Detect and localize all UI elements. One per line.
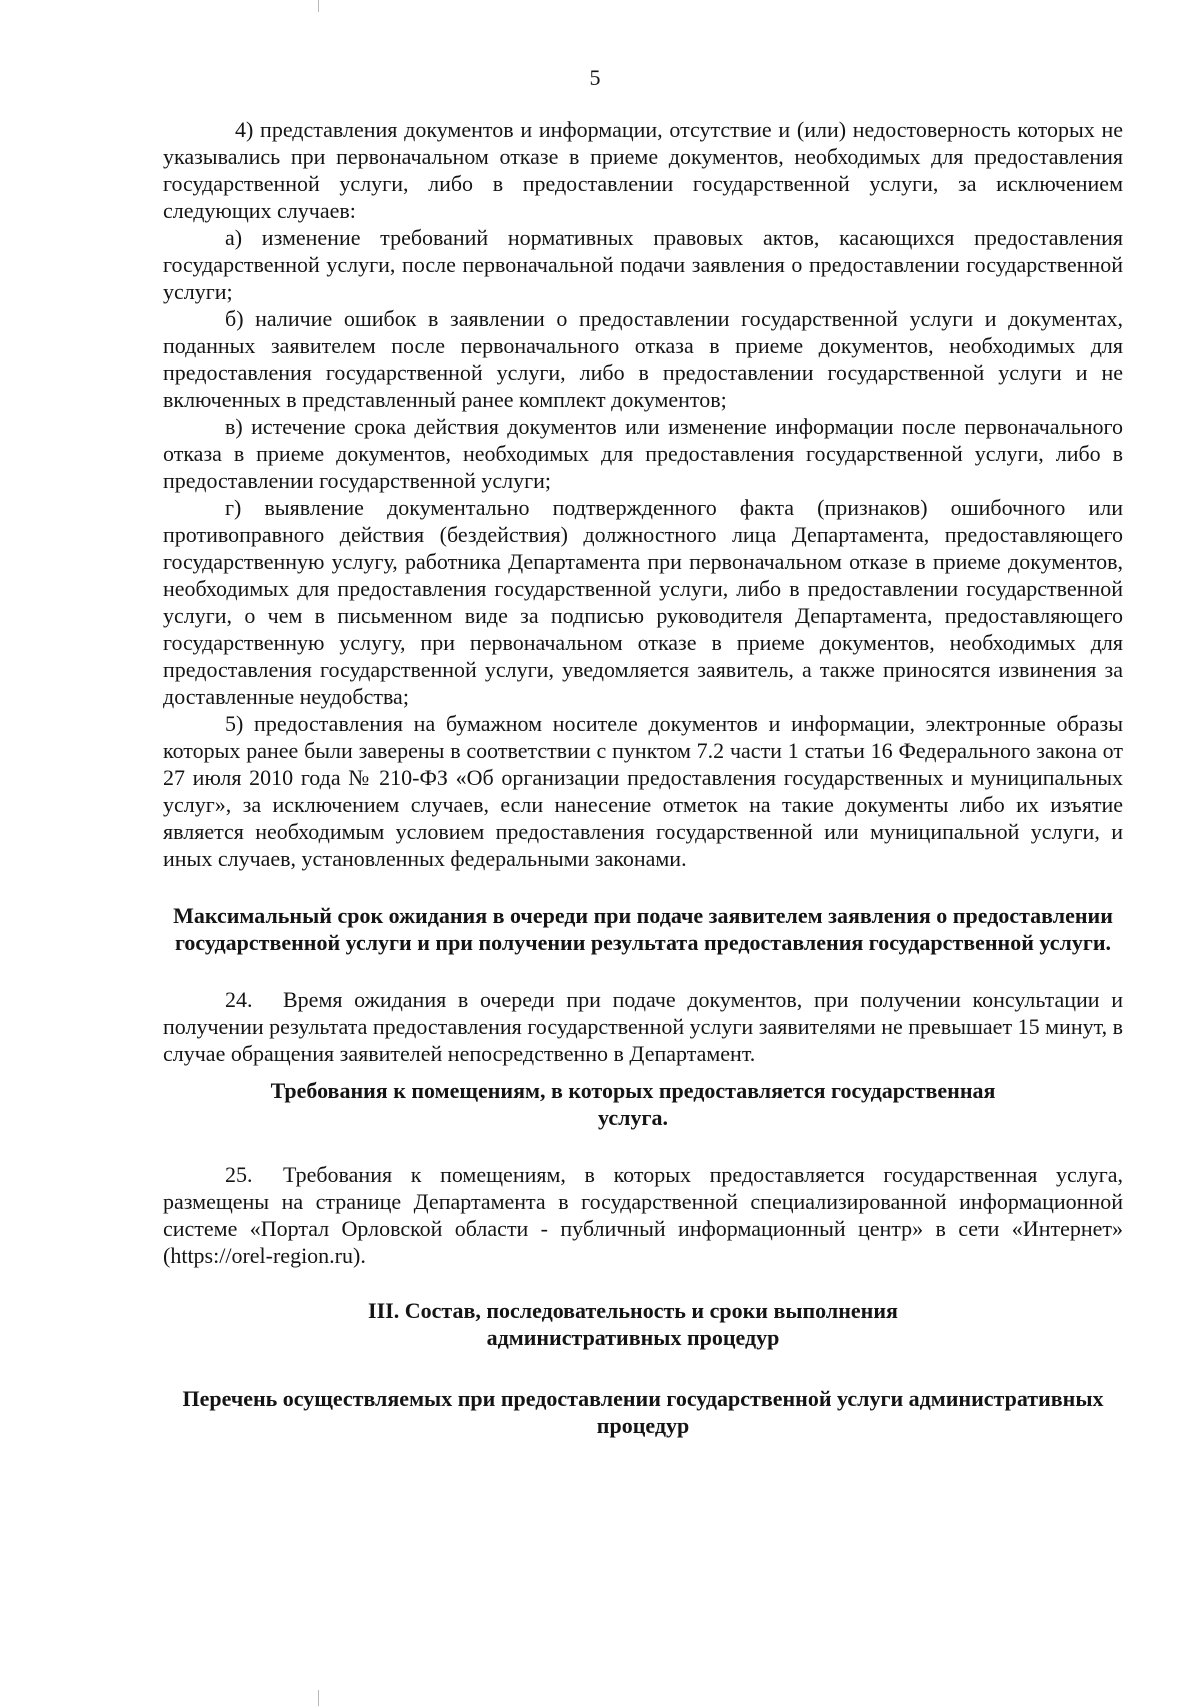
paragraph-subitem-g: г) выявление документально подтвержденного факта (признаков) ошибочного или противоправного действия (бездействия) должностного лица Департамента, предоставляющего государственную услугу, работника Департамента при первоначальном отказе в приеме документов, необходимых для предоставления государственной услуги, либо в предоставлении государственной услуги, о чем в письменном виде за подписью руководителя Департамента, предоставляющего государственную услугу, при первоначальном отказе в приеме документов, необходимых для предоставления государственной услуги, уведомляется заявитель, а также приносятся извинения за доставленные неудобства;	[163, 495, 1123, 709]
paragraph-25	[163, 1161, 1123, 1269]
paragraph-24-text: Время ожидания в очереди при подаче документов, при получении консультации и получении результата предоставления государственной услуги заявителями не превышает 15 минут, в случае обращения заявителей непосредственно в Департамент.	[163, 987, 1123, 1066]
heading-procedures-list: Перечень осуществляемых при предоставлении государственной услуги административных процедур	[182, 1386, 1104, 1438]
paragraph-item-4: 4) представления документов и информации, отсутствие и (или) недостоверность которых не указывались при первоначальном отказе в приеме документов, необходимых для предоставления государственной услуги, либо в предоставлении государственной услуги, за исключением следующих случаев:	[163, 117, 1123, 223]
paragraph-item-5: 5) предоставления на бумажном носителе документов и информации, электронные образы которых ранее были заверены в соответствии с пунктом 7.2 части 1 статьи 16 Федерального закона от 27 июля 2010 года № 210-ФЗ «Об организации предоставления государственных и муниципальных услуг», за исключением случаев, если нанесение отметок на такие документы либо их изъятие является необходимым условием предоставления государственной или муниципальной услуги, и иных случаев, установленных федеральными законами.	[163, 711, 1123, 871]
scan-artifact-line-top	[318, 0, 319, 12]
paragraph-subitem-b: б) наличие ошибок в заявлении о предоставлении государственной услуги и документах, поданных заявителем после первоначального отказа в приеме документов, необходимых для предоставления государственной услуги, либо в предоставлении государственной услуги и не включенных в представленный ранее комплект документов;	[163, 306, 1123, 412]
paragraph-25-text: Требования к помещениям, в которых предоставляется государственная услуга, размещены на странице Департамента в государственной специализированной информационной системе «Портал Орловской области - публичный информационный центр» в сети «Интернет» (https://orel-region.ru).	[163, 1162, 1123, 1268]
page-number: 5	[589, 65, 601, 90]
paragraph-24	[163, 986, 1123, 1067]
heading-room-requirements: Требования к помещениям, в которых предоставляется государственная услуга.	[270, 1078, 996, 1130]
paragraph-subitem-v: в) истечение срока действия документов или изменение информации после первоначального отказа в приеме документов, необходимых для предоставления государственной услуги, либо в предоставлении государственной услуги;	[163, 414, 1123, 493]
heading-max-wait-time: Максимальный срок ожидания в очереди при подаче заявителем заявления о предоставлении государственной услуги и при получении результата предоставления государственной услуги.	[173, 903, 1113, 955]
paragraph-25-number: 25.	[225, 1162, 253, 1187]
document-body	[163, 116, 1123, 1439]
paragraph-24-number: 24.	[225, 987, 253, 1012]
heading-section-3: III. Состав, последовательность и сроки выполнения административных процедур	[368, 1298, 898, 1350]
paragraph-subitem-a: а) изменение требований нормативных правовых актов, касающихся предоставления государственной услуги, после первоначальной подачи заявления о предоставлении государственной услуги;	[163, 225, 1123, 304]
scan-artifact-line-bottom	[318, 1690, 319, 1706]
